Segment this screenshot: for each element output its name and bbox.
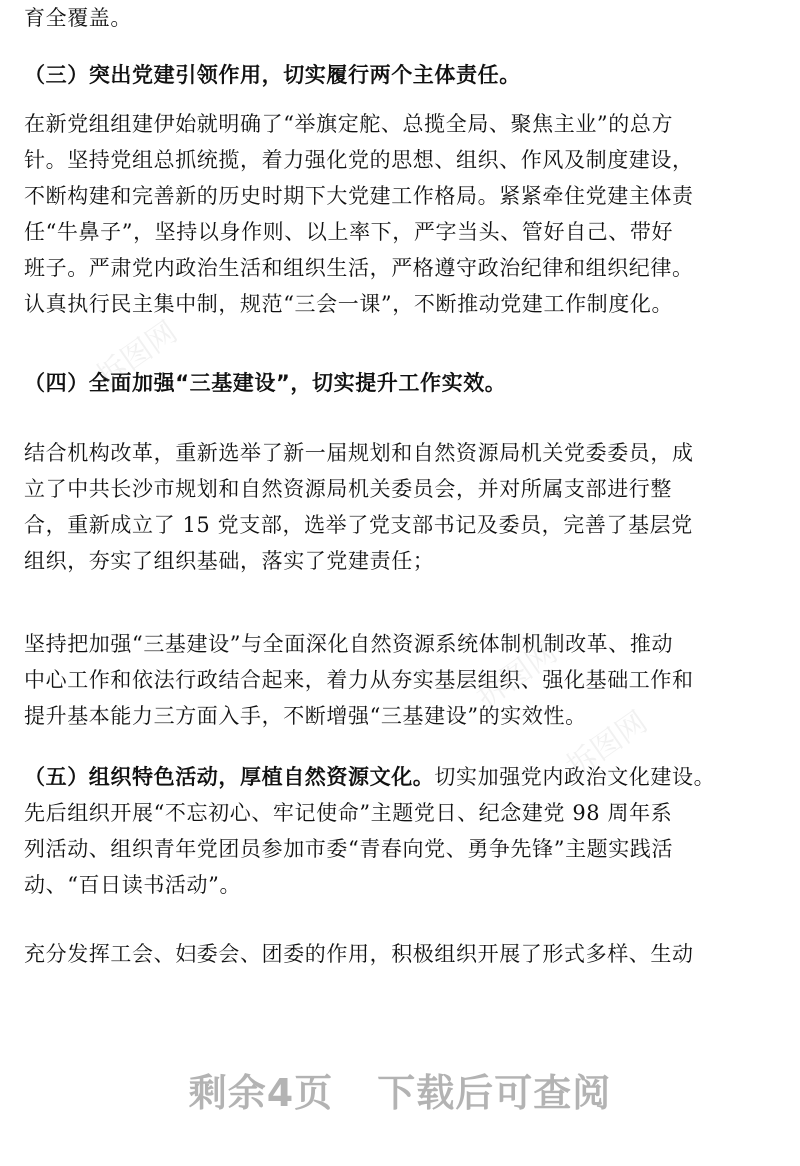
text-line: 组织，夯实了组织基础，落实了党建责任；: [24, 549, 435, 573]
text-line: 针。坚持党组总抓统揽，着力强化党的思想、组织、作风及制度建设，: [24, 148, 694, 172]
text-line: [24, 759, 784, 795]
text-line: 育全覆盖。: [24, 6, 132, 30]
paragraph-reorganization: [24, 435, 784, 579]
watermark: 拆图网: [470, 634, 564, 716]
text-line: 提升基本能力三方面入手，不断增强“三基建设”的实效性。: [24, 704, 587, 728]
watermark: 拆图网: [560, 704, 654, 786]
text-line: 中心工作和依法行政结合起来，着力从夯实基层组织、强化基础工作和: [24, 668, 694, 692]
section-heading-three: [24, 57, 784, 93]
section-heading-five: （五）组织特色活动，厚植自然资源文化。: [24, 765, 435, 789]
paragraph-section-five: [24, 759, 784, 903]
paragraph-unions: [24, 936, 784, 972]
remaining-pages-text: 剩余4页: [188, 1071, 334, 1115]
paragraph-continuation: [24, 0, 784, 36]
text-line: 列活动、组织青年党团员参加市委“青春向党、勇争先锋”主题实践活: [24, 837, 674, 861]
text-line: 充分发挥工会、妇委会、团委的作用，积极组织开展了形式多样、生动: [24, 942, 694, 966]
text-line: 在新党组组建伊始就明确了“举旗定舵、总揽全局、聚焦主业”的总方: [24, 112, 674, 136]
text-line: 合，重新成立了 15 党支部，选举了党支部书记及委员，完善了基层党: [24, 513, 693, 537]
heading-text: （四）全面加强“三基建设”，切实提升工作实效。: [24, 371, 507, 395]
text-line: 任“牛鼻子”，坚持以身作则、以上率下，严字当头、管好自己、带好: [24, 220, 674, 244]
text-line: 坚持把加强“三基建设”与全面深化自然资源系统体制机制改革、推动: [24, 632, 674, 656]
inline-text: 切实加强党内政治文化建设。: [434, 765, 716, 789]
paragraph-party-leadership: [24, 106, 784, 322]
text-line: 结合机构改革，重新选举了新一届规划和自然资源局机关党委委员，成: [24, 441, 694, 465]
heading-text: （三）突出党建引领作用，切实履行两个主体责任。: [24, 63, 521, 87]
text-line: 认真执行民主集中制，规范“三会一课”，不断推动党建工作制度化。: [24, 292, 674, 316]
download-prompt[interactable]: [0, 1062, 800, 1117]
text-line: 立了中共长沙市规划和自然资源局机关委员会，并对所属支部进行整: [24, 477, 672, 501]
text-line: 不断构建和完善新的历史时期下大党建工作格局。紧紧牵住党建主体责: [24, 184, 694, 208]
watermark: 拆图网: [90, 314, 184, 396]
text-line: 班子。严肃党内政治生活和组织生活，严格遵守政治纪律和组织纪律。: [24, 256, 694, 280]
text-line: 动、“百日读书活动”。: [24, 873, 242, 897]
download-to-view-text: 下载后可查阅: [377, 1071, 612, 1115]
section-heading-four: [24, 365, 784, 401]
text-line: 先后组织开展“不忘初心、牢记使命”主题党日、纪念建党 98 周年系: [24, 801, 673, 825]
paragraph-three-basics: [24, 626, 784, 734]
